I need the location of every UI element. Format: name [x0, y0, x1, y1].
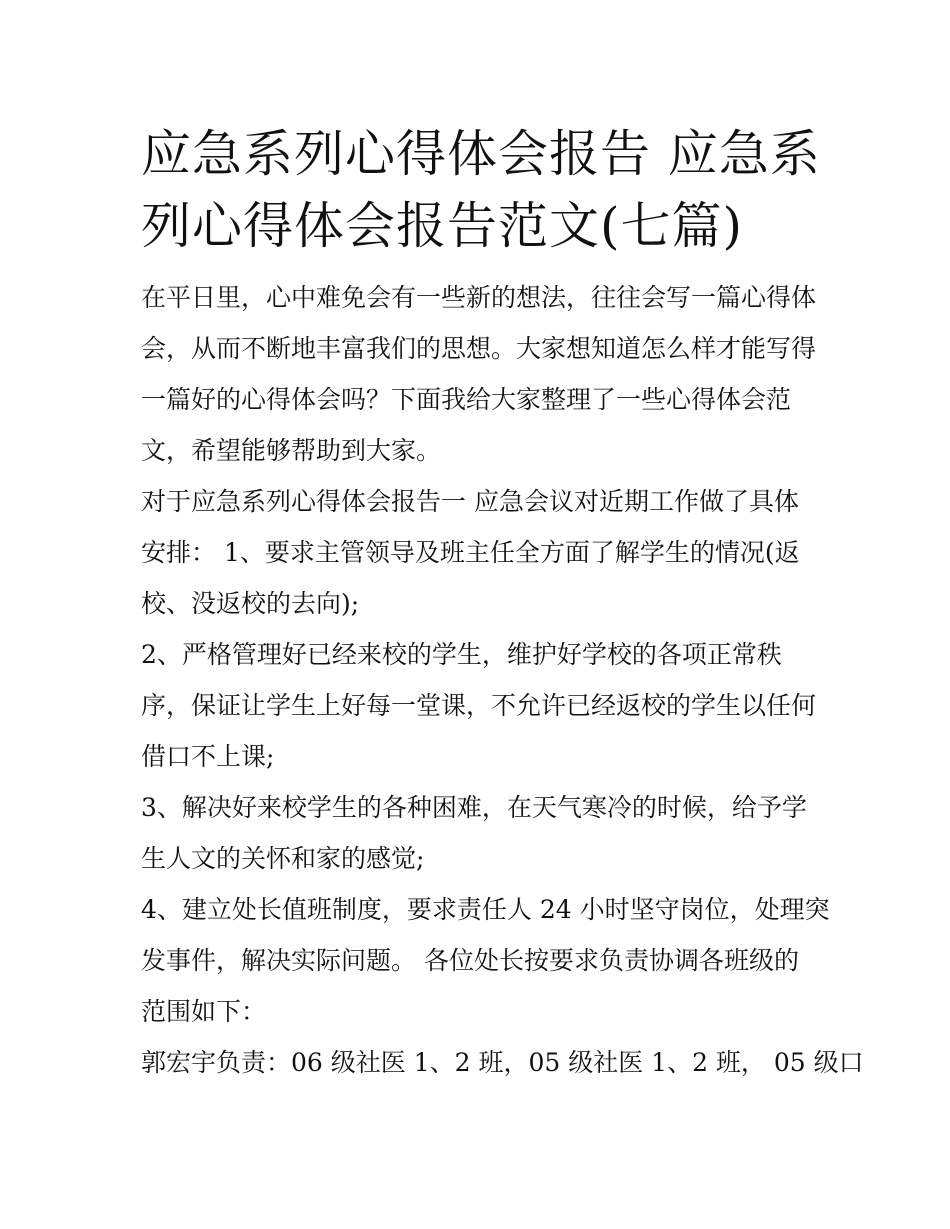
text-line: 文，希望能够帮助到大家。 [141, 436, 442, 465]
paragraph-item-3 [141, 782, 816, 884]
title-line: 列心得体会报告范文(七篇) [141, 197, 744, 255]
document-content [141, 118, 864, 1088]
text-line: 校、没返校的去向); [141, 589, 360, 618]
text-line: 序，保证让学生上好每一堂课，不允许已经返校的学生以任何 [141, 691, 817, 720]
text-line: 生人文的关怀和家的感觉; [141, 844, 425, 873]
text-line: 发事件，解决实际问题。 各位处长按要求负责协调各班级的 [141, 946, 799, 975]
text-line: 在平日里，心中难免会有一些新的想法，往往会写一篇心得体 [141, 283, 817, 312]
title-line: 应急系列心得体会报告 应急系 [141, 125, 821, 183]
text-line: 会，从而不断地丰富我们的思想。大家想知道怎么样才能写得 [141, 334, 817, 363]
text-line: 4、建立处长值班制度，要求责任人 24 小时坚守岗位，处理突 [141, 895, 830, 924]
text-line: 对于应急系列心得体会报告一 应急会议对近期工作做了具体 [141, 487, 799, 516]
text-line: 2、严格管理好已经来校的学生，维护好学校的各项正常秩 [141, 640, 782, 669]
text-line: 范围如下： [141, 997, 267, 1026]
text-line: 3、解决好来校学生的各种困难，在天气寒冷的时候，给予学 [141, 793, 807, 822]
paragraph-assignment [141, 1037, 864, 1088]
text-line: 借口不上课; [141, 742, 275, 771]
text-line: 一篇好的心得体会吗？下面我给大家整理了一些心得体会范 [141, 385, 792, 414]
paragraph-report-one [141, 476, 816, 629]
paragraph-item-2 [141, 629, 816, 782]
text-line: 安排： 1、要求主管领导及班主任全方面了解学生的情况(返 [141, 538, 800, 567]
document-body [141, 272, 864, 1088]
paragraph-item-4 [141, 884, 830, 1037]
text-line: 郭宏宇负责：06 级社医 1、2 班，05 级社医 1、2 班， 05 级口 [141, 1048, 864, 1077]
document-title [141, 118, 821, 262]
paragraph-intro [141, 272, 816, 476]
